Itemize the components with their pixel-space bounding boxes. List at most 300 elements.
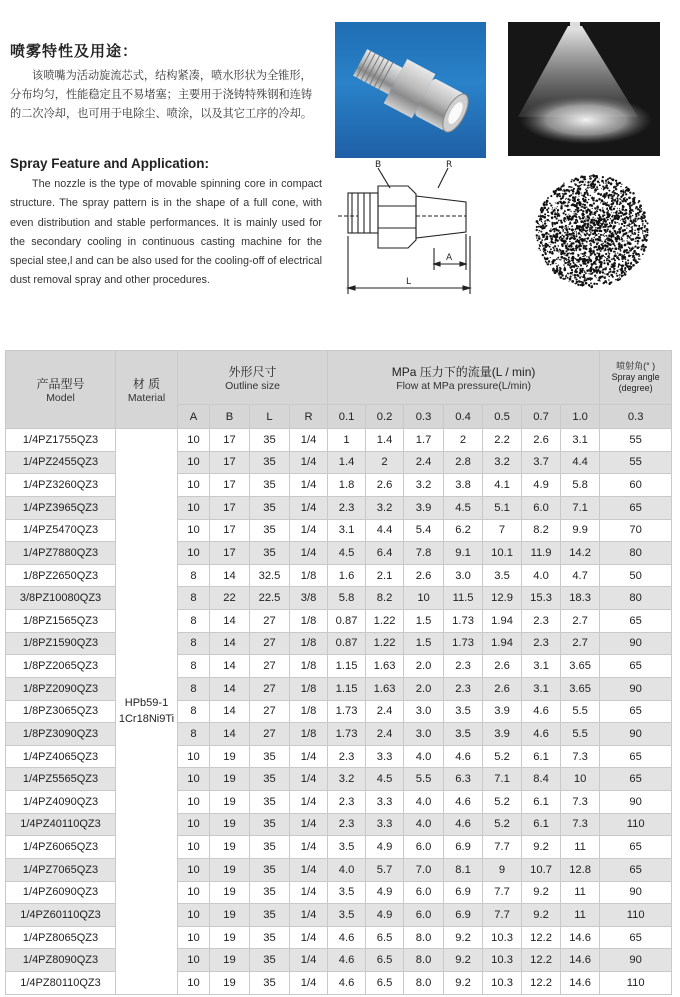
model-cell: 1/4PZ40110QZ3: [6, 813, 116, 836]
table-cell: 1.15: [328, 677, 366, 700]
table-cell: 7: [483, 519, 522, 542]
table-cell: 3.3: [366, 813, 404, 836]
table-cell: 3.1: [522, 655, 561, 678]
table-cell: 35: [250, 768, 290, 791]
table-cell: 8: [178, 700, 210, 723]
english-section-title: Spray Feature and Application:: [10, 156, 210, 171]
table-cell: 8: [178, 587, 210, 610]
table-cell: 1/4: [290, 429, 328, 452]
table-cell: 1.4: [328, 451, 366, 474]
table-cell: 3.5: [328, 881, 366, 904]
table-cell: 65: [600, 700, 672, 723]
table-cell: 2.6: [483, 677, 522, 700]
table-cell: 22: [210, 587, 250, 610]
table-row: [6, 972, 672, 995]
table-cell: 4.4: [561, 451, 600, 474]
table-cell: 6.5: [366, 972, 404, 995]
table-cell: 1/8: [290, 700, 328, 723]
table-cell: 10: [178, 768, 210, 791]
table-cell: 1/8: [290, 655, 328, 678]
table-cell: 5.4: [404, 519, 444, 542]
table-cell: 4.6: [444, 745, 483, 768]
table-row: [6, 677, 672, 700]
header-outline-size: 外形尺寸 Outline size: [178, 351, 328, 405]
table-cell: 14.2: [561, 542, 600, 565]
table-cell: 18.3: [561, 587, 600, 610]
table-cell: 2.6: [483, 655, 522, 678]
table-cell: 1.73: [444, 632, 483, 655]
table-cell: 3.65: [561, 677, 600, 700]
table-cell: 3.5: [444, 700, 483, 723]
table-cell: 4.5: [366, 768, 404, 791]
table-cell: 3.9: [404, 496, 444, 519]
model-cell: 1/4PZ3260QZ3: [6, 474, 116, 497]
table-cell: 19: [210, 881, 250, 904]
table-cell: 1/4: [290, 791, 328, 814]
table-cell: 4.0: [404, 745, 444, 768]
table-cell: 9.2: [444, 972, 483, 995]
chinese-section-title: 喷雾特性及用途：: [10, 42, 139, 60]
nozzle-dimension-drawing: [338, 158, 488, 298]
header-dim-a: A: [178, 405, 210, 429]
table-cell: 2.3: [328, 496, 366, 519]
table-row: [6, 723, 672, 746]
header-pressure: 0.2: [366, 405, 404, 429]
table-cell: 7.1: [483, 768, 522, 791]
table-cell: 12.2: [522, 972, 561, 995]
table-cell: 10: [178, 904, 210, 927]
table-cell: 3.1: [328, 519, 366, 542]
table-cell: 4.9: [366, 904, 404, 927]
table-cell: 1.8: [328, 474, 366, 497]
header-pressure: 1.0: [561, 405, 600, 429]
table-cell: 1/4: [290, 904, 328, 927]
header-material: 材 质 Material: [116, 351, 178, 429]
table-cell: 9.9: [561, 519, 600, 542]
table-cell: 2.6: [404, 564, 444, 587]
table-cell: 55: [600, 451, 672, 474]
table-cell: 17: [210, 519, 250, 542]
table-cell: 90: [600, 881, 672, 904]
table-cell: 17: [210, 542, 250, 565]
table-row: [6, 858, 672, 881]
header-model: 产品型号 Model: [6, 351, 116, 429]
table-row: [6, 813, 672, 836]
table-cell: 3.2: [483, 451, 522, 474]
table-cell: 4.0: [328, 858, 366, 881]
table-cell: 1.63: [366, 655, 404, 678]
table-cell: 1/8: [290, 723, 328, 746]
model-cell: 1/4PZ4065QZ3: [6, 745, 116, 768]
table-cell: 0.87: [328, 632, 366, 655]
table-cell: 35: [250, 791, 290, 814]
table-cell: 3.0: [404, 723, 444, 746]
table-cell: 19: [210, 768, 250, 791]
model-cell: 3/8PZ10080QZ3: [6, 587, 116, 610]
table-cell: 1/4: [290, 519, 328, 542]
table-cell: 10: [178, 542, 210, 565]
table-cell: 70: [600, 519, 672, 542]
table-cell: 5.5: [561, 723, 600, 746]
table-cell: 5.2: [483, 745, 522, 768]
header-pressure: 0.1: [328, 405, 366, 429]
table-cell: 2.3: [522, 632, 561, 655]
table-cell: 3.9: [483, 700, 522, 723]
table-cell: 32.5: [250, 564, 290, 587]
model-cell: 1/4PZ5470QZ3: [6, 519, 116, 542]
table-cell: 4.6: [328, 949, 366, 972]
table-cell: 9.2: [444, 926, 483, 949]
table-cell: 1/4: [290, 813, 328, 836]
table-cell: 1/4: [290, 474, 328, 497]
table-cell: 5.5: [561, 700, 600, 723]
table-cell: 5.1: [483, 496, 522, 519]
header-pressure: 0.7: [522, 405, 561, 429]
table-cell: 1.5: [404, 632, 444, 655]
table-row: [6, 904, 672, 927]
table-cell: 6.2: [444, 519, 483, 542]
table-cell: 90: [600, 677, 672, 700]
model-cell: 1/8PZ2090QZ3: [6, 677, 116, 700]
table-cell: 1/8: [290, 564, 328, 587]
table-row: [6, 519, 672, 542]
table-row: [6, 632, 672, 655]
table-cell: 2.2: [483, 429, 522, 452]
model-cell: 1/4PZ8090QZ3: [6, 949, 116, 972]
table-cell: 10: [178, 949, 210, 972]
table-cell: 3.5: [328, 904, 366, 927]
table-cell: 4.0: [404, 813, 444, 836]
table-cell: 1.22: [366, 632, 404, 655]
table-row: [6, 496, 672, 519]
table-cell: 80: [600, 587, 672, 610]
table-cell: 3.8: [444, 474, 483, 497]
table-cell: 3.1: [561, 429, 600, 452]
table-cell: 27: [250, 723, 290, 746]
table-cell: 65: [600, 610, 672, 633]
table-cell: 8: [178, 723, 210, 746]
table-cell: 15.3: [522, 587, 561, 610]
header-angle-pressure: 0.3: [600, 405, 672, 429]
model-cell: 1/4PZ3965QZ3: [6, 496, 116, 519]
table-row: [6, 791, 672, 814]
table-cell: 1.94: [483, 632, 522, 655]
model-cell: 1/8PZ1590QZ3: [6, 632, 116, 655]
table-cell: 1.6: [328, 564, 366, 587]
table-cell: 6.0: [404, 881, 444, 904]
table-cell: 8.0: [404, 949, 444, 972]
table-cell: 10: [178, 429, 210, 452]
table-cell: 110: [600, 972, 672, 995]
model-cell: 1/4PZ1755QZ3: [6, 429, 116, 452]
table-cell: 14: [210, 723, 250, 746]
model-cell: 1/4PZ6090QZ3: [6, 881, 116, 904]
table-cell: 35: [250, 496, 290, 519]
table-row: [6, 836, 672, 859]
table-cell: 10: [178, 972, 210, 995]
table-cell: 8.2: [366, 587, 404, 610]
table-cell: 10: [178, 881, 210, 904]
table-cell: 19: [210, 904, 250, 927]
table-cell: 3.2: [366, 496, 404, 519]
nozzle-product-photo: [335, 22, 486, 158]
table-cell: 4.6: [444, 813, 483, 836]
table-cell: 14: [210, 632, 250, 655]
table-cell: 19: [210, 972, 250, 995]
table-cell: 19: [210, 745, 250, 768]
table-cell: 3.65: [561, 655, 600, 678]
table-cell: 35: [250, 972, 290, 995]
chinese-description: 该喷嘴为活动旋流芯式，结构紧凑，喷水形状为全锥形，分布均匀，性能稳定且不易堵塞；主要用于浇铸特殊钢和连铸的二次冷却，也可用于电除尘、喷涂，以及其它工序的冷却。: [10, 69, 313, 120]
table-cell: 14.6: [561, 926, 600, 949]
table-cell: 10: [178, 926, 210, 949]
table-cell: 35: [250, 904, 290, 927]
table-cell: 35: [250, 542, 290, 565]
table-cell: 65: [600, 655, 672, 678]
table-cell: 65: [600, 858, 672, 881]
table-cell: 10: [178, 451, 210, 474]
table-row: [6, 768, 672, 791]
model-cell: 1/4PZ5565QZ3: [6, 768, 116, 791]
table-cell: 14: [210, 610, 250, 633]
table-cell: 14: [210, 655, 250, 678]
table-cell: 1.22: [366, 610, 404, 633]
table-cell: 3.2: [328, 768, 366, 791]
table-cell: 9.2: [522, 836, 561, 859]
table-row: [6, 745, 672, 768]
table-row: [6, 542, 672, 565]
model-cell: 1/4PZ7065QZ3: [6, 858, 116, 881]
table-cell: 19: [210, 858, 250, 881]
table-cell: 10.7: [522, 858, 561, 881]
table-cell: 8: [178, 655, 210, 678]
table-cell: 1/4: [290, 972, 328, 995]
table-cell: 90: [600, 723, 672, 746]
table-cell: 2.3: [444, 655, 483, 678]
table-cell: 17: [210, 429, 250, 452]
table-cell: 1/4: [290, 926, 328, 949]
table-cell: 10.1: [483, 542, 522, 565]
table-cell: 110: [600, 904, 672, 927]
table-cell: 8.1: [444, 858, 483, 881]
table-cell: 4.1: [483, 474, 522, 497]
table-cell: 6.0: [522, 496, 561, 519]
table-cell: 1.73: [328, 700, 366, 723]
table-cell: 8: [178, 632, 210, 655]
table-cell: 10: [178, 474, 210, 497]
table-cell: 2.4: [404, 451, 444, 474]
model-cell: 1/4PZ6065QZ3: [6, 836, 116, 859]
table-cell: 2.0: [404, 655, 444, 678]
table-cell: 4.9: [366, 881, 404, 904]
table-cell: 2.0: [404, 677, 444, 700]
model-cell: 1/4PZ2455QZ3: [6, 451, 116, 474]
table-row: [6, 610, 672, 633]
table-cell: 65: [600, 926, 672, 949]
table-cell: 6.4: [366, 542, 404, 565]
header-pressure: 0.3: [404, 405, 444, 429]
table-cell: 7.1: [561, 496, 600, 519]
header-pressure: 0.5: [483, 405, 522, 429]
table-cell: 27: [250, 610, 290, 633]
table-cell: 1.94: [483, 610, 522, 633]
table-cell: 2.4: [366, 723, 404, 746]
table-cell: 10.3: [483, 926, 522, 949]
table-cell: 8: [178, 564, 210, 587]
header-dim-l: L: [250, 405, 290, 429]
table-cell: 12.2: [522, 926, 561, 949]
table-cell: 1.5: [404, 610, 444, 633]
table-cell: 6.0: [404, 836, 444, 859]
table-cell: 12.8: [561, 858, 600, 881]
table-cell: 6.9: [444, 881, 483, 904]
table-cell: 5.2: [483, 813, 522, 836]
table-cell: 11: [561, 904, 600, 927]
table-cell: 1/4: [290, 542, 328, 565]
table-cell: 6.9: [444, 904, 483, 927]
model-cell: 1/8PZ1565QZ3: [6, 610, 116, 633]
table-cell: 65: [600, 496, 672, 519]
model-cell: 1/4PZ4090QZ3: [6, 791, 116, 814]
table-cell: 6.3: [444, 768, 483, 791]
table-cell: 14: [210, 564, 250, 587]
table-cell: 3.3: [366, 745, 404, 768]
header-flow: MPa 压力下的流量(L / min) Flow at MPa pressure(L/min): [328, 351, 600, 405]
table-cell: 55: [600, 429, 672, 452]
table-cell: 2.3: [328, 813, 366, 836]
table-cell: 65: [600, 768, 672, 791]
table-cell: 27: [250, 632, 290, 655]
table-cell: 27: [250, 655, 290, 678]
table-cell: 2.7: [561, 632, 600, 655]
table-cell: 22.5: [250, 587, 290, 610]
header-spray-angle: 喷射角(° ) Spray angle (degree): [600, 351, 672, 405]
table-cell: 8: [178, 610, 210, 633]
table-cell: 3.7: [522, 451, 561, 474]
table-cell: 35: [250, 836, 290, 859]
table-cell: 1/4: [290, 768, 328, 791]
table-cell: 80: [600, 542, 672, 565]
model-cell: 1/8PZ2065QZ3: [6, 655, 116, 678]
model-cell: 1/8PZ3090QZ3: [6, 723, 116, 746]
table-cell: 8.2: [522, 519, 561, 542]
model-cell: 1/8PZ2650QZ3: [6, 564, 116, 587]
table-cell: 14: [210, 677, 250, 700]
table-cell: 35: [250, 813, 290, 836]
drawing-label-b: B: [375, 160, 382, 170]
table-cell: 90: [600, 791, 672, 814]
table-cell: 10: [404, 587, 444, 610]
table-cell: 10: [178, 791, 210, 814]
table-cell: 5.8: [561, 474, 600, 497]
drawing-label-r: R: [446, 160, 453, 170]
table-cell: 10: [178, 745, 210, 768]
table-cell: 4.6: [444, 791, 483, 814]
table-cell: 14.6: [561, 972, 600, 995]
table-cell: 4.0: [404, 791, 444, 814]
table-row: [6, 655, 672, 678]
table-cell: 7.3: [561, 813, 600, 836]
model-cell: 1/4PZ60110QZ3: [6, 904, 116, 927]
table-cell: 6.5: [366, 949, 404, 972]
table-cell: 6.5: [366, 926, 404, 949]
table-cell: 4.6: [522, 700, 561, 723]
spray-cone-photo: [508, 22, 660, 156]
model-cell: 1/4PZ8065QZ3: [6, 926, 116, 949]
table-cell: 50: [600, 564, 672, 587]
table-cell: 35: [250, 474, 290, 497]
header-pressure: 0.4: [444, 405, 483, 429]
table-cell: 1/4: [290, 745, 328, 768]
table-cell: 2: [444, 429, 483, 452]
table-cell: 110: [600, 813, 672, 836]
table-cell: 4.9: [522, 474, 561, 497]
table-cell: 9.2: [444, 949, 483, 972]
table-cell: 60: [600, 474, 672, 497]
table-cell: 10.3: [483, 949, 522, 972]
table-cell: 10: [178, 813, 210, 836]
table-cell: 1/8: [290, 677, 328, 700]
table-cell: 17: [210, 496, 250, 519]
table-cell: 35: [250, 858, 290, 881]
table-row: [6, 881, 672, 904]
table-cell: 14.6: [561, 949, 600, 972]
table-cell: 35: [250, 745, 290, 768]
table-row: [6, 700, 672, 723]
table-cell: 7.7: [483, 904, 522, 927]
table-cell: 1.7: [404, 429, 444, 452]
header-dim-b: B: [210, 405, 250, 429]
table-cell: 1.4: [366, 429, 404, 452]
table-cell: 10: [561, 768, 600, 791]
table-row: [6, 926, 672, 949]
table-cell: 8.0: [404, 972, 444, 995]
table-cell: 11.5: [444, 587, 483, 610]
table-cell: 8.0: [404, 926, 444, 949]
table-cell: 6.9: [444, 836, 483, 859]
table-cell: 4.5: [444, 496, 483, 519]
table-cell: 2.3: [444, 677, 483, 700]
table-cell: 2.1: [366, 564, 404, 587]
table-cell: 90: [600, 949, 672, 972]
table-cell: 7.7: [483, 836, 522, 859]
table-cell: 2.6: [522, 429, 561, 452]
table-cell: 1.63: [366, 677, 404, 700]
table-cell: 35: [250, 949, 290, 972]
drawing-label-l: L: [406, 277, 412, 287]
table-cell: 5.2: [483, 791, 522, 814]
table-cell: 19: [210, 949, 250, 972]
table-cell: 2.8: [444, 451, 483, 474]
table-row: [6, 429, 672, 452]
table-cell: 6.1: [522, 791, 561, 814]
table-cell: 1.73: [444, 610, 483, 633]
table-row: [6, 587, 672, 610]
table-row: [6, 451, 672, 474]
table-cell: 3.2: [404, 474, 444, 497]
table-cell: 65: [600, 745, 672, 768]
table-cell: 11: [561, 836, 600, 859]
table-cell: 10: [178, 836, 210, 859]
table-cell: 12.9: [483, 587, 522, 610]
table-cell: 5.5: [404, 768, 444, 791]
table-cell: 35: [250, 926, 290, 949]
table-cell: 1.73: [328, 723, 366, 746]
table-cell: 5.8: [328, 587, 366, 610]
table-cell: 12.2: [522, 949, 561, 972]
table-cell: 11.9: [522, 542, 561, 565]
spray-distribution-pattern: [533, 172, 651, 290]
